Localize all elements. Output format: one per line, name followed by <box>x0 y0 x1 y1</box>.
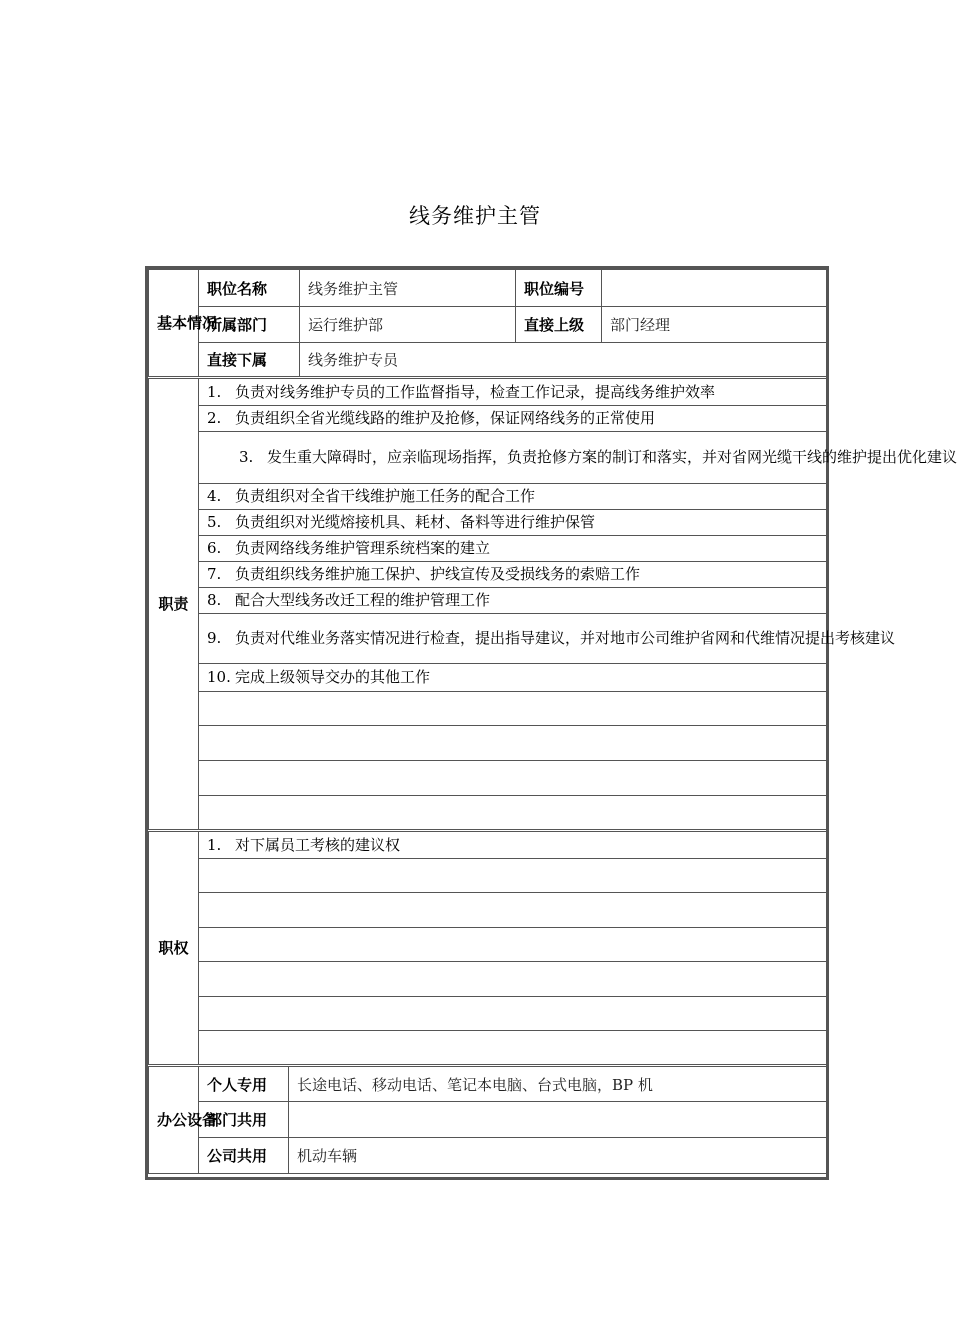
section-duties-label: 职责 <box>149 378 199 831</box>
basic-row-1 <box>149 270 827 307</box>
duty-empty-row <box>149 761 827 796</box>
section-basic-label: 基本情况 <box>149 270 199 378</box>
empty-cell <box>199 893 827 928</box>
authority-empty-row <box>149 997 827 1031</box>
value-personal-use: 长途电话、移动电话、笔记本电脑、台式电脑，BP 机 <box>289 1066 827 1102</box>
empty-cell <box>199 692 827 726</box>
duty-empty-row <box>149 796 827 831</box>
equipment-row-personal <box>149 1066 827 1102</box>
duty-item: 6. 负责网络线务维护管理系统档案的建立 <box>199 536 827 562</box>
section-authority-label: 职权 <box>149 831 199 1066</box>
value-position-code <box>602 270 827 307</box>
label-position-code: 职位编号 <box>516 270 602 307</box>
duty-row <box>149 432 827 484</box>
label-department-shared: 部门共用 <box>199 1102 289 1138</box>
value-department-shared <box>289 1102 827 1138</box>
duty-item: 5. 负责组织对光缆熔接机具、耗材、备料等进行维护保管 <box>199 510 827 536</box>
label-department: 所属部门 <box>199 307 300 343</box>
duty-item: 8. 配合大型线务改迁工程的维护管理工作 <box>199 588 827 614</box>
authority-row <box>149 831 827 859</box>
label-company-shared: 公司共用 <box>199 1138 289 1174</box>
duty-item: 7. 负责组织线务维护施工保护、护线宣传及受损线务的索赔工作 <box>199 562 827 588</box>
duty-row <box>149 510 827 536</box>
authority-empty-row <box>149 893 827 928</box>
duty-empty-row <box>149 692 827 726</box>
empty-cell <box>199 761 827 796</box>
duty-item: 4. 负责组织对全省干线维护施工任务的配合工作 <box>199 484 827 510</box>
empty-cell <box>199 796 827 831</box>
duty-item: 1. 负责对线务维护专员的工作监督指导，检查工作记录，提高线务维护效率 <box>199 378 827 406</box>
equipment-row-company <box>149 1138 827 1174</box>
duty-item: 10. 完成上级领导交办的其他工作 <box>199 664 827 692</box>
basic-row-3 <box>149 343 827 378</box>
duty-empty-row <box>149 726 827 761</box>
authority-empty-row <box>149 859 827 893</box>
empty-cell <box>199 726 827 761</box>
value-company-shared: 机动车辆 <box>289 1138 827 1174</box>
value-direct-superior: 部门经理 <box>602 307 827 343</box>
equipment-row-department <box>149 1102 827 1138</box>
empty-cell <box>199 928 827 962</box>
authority-empty-row <box>149 928 827 962</box>
section-equipment-label: 办公设备 <box>149 1066 199 1174</box>
authority-item: 1. 对下属员工考核的建议权 <box>199 831 827 859</box>
label-direct-subordinate: 直接下属 <box>199 343 300 378</box>
value-direct-subordinate: 线务维护专员 <box>300 343 827 378</box>
duty-row <box>149 378 827 406</box>
duty-row <box>149 406 827 432</box>
duty-row <box>149 536 827 562</box>
duty-row <box>149 614 827 664</box>
label-position-name: 职位名称 <box>199 270 300 307</box>
duty-item: 9. 负责对代维业务落实情况进行检查，提出指导建议，并对地市公司维护省网和代维情况提出考核建议 <box>199 614 827 664</box>
basic-row-2 <box>149 307 827 343</box>
label-direct-superior: 直接上级 <box>516 307 602 343</box>
duty-row <box>149 664 827 692</box>
empty-cell <box>199 962 827 997</box>
duty-row <box>149 562 827 588</box>
job-description-table <box>148 269 957 1174</box>
value-position-name: 线务维护主管 <box>300 270 516 307</box>
authority-empty-row <box>149 1031 827 1066</box>
duty-row <box>149 588 827 614</box>
page-title: 线务维护主管 <box>409 204 541 228</box>
authority-empty-row <box>149 962 827 997</box>
duty-item: 2. 负责组织全省光缆线路的维护及抢修，保证网络线务的正常使用 <box>199 406 827 432</box>
value-department: 运行维护部 <box>300 307 516 343</box>
duty-row <box>149 484 827 510</box>
label-personal-use: 个人专用 <box>199 1066 289 1102</box>
duty-item: 3. 发生重大障碍时，应亲临现场指挥，负责抢修方案的制订和落实，并对省网光缆干线的维护提出优化建议 <box>199 432 827 484</box>
empty-cell <box>199 859 827 893</box>
empty-cell <box>199 997 827 1031</box>
empty-cell <box>199 1031 827 1066</box>
